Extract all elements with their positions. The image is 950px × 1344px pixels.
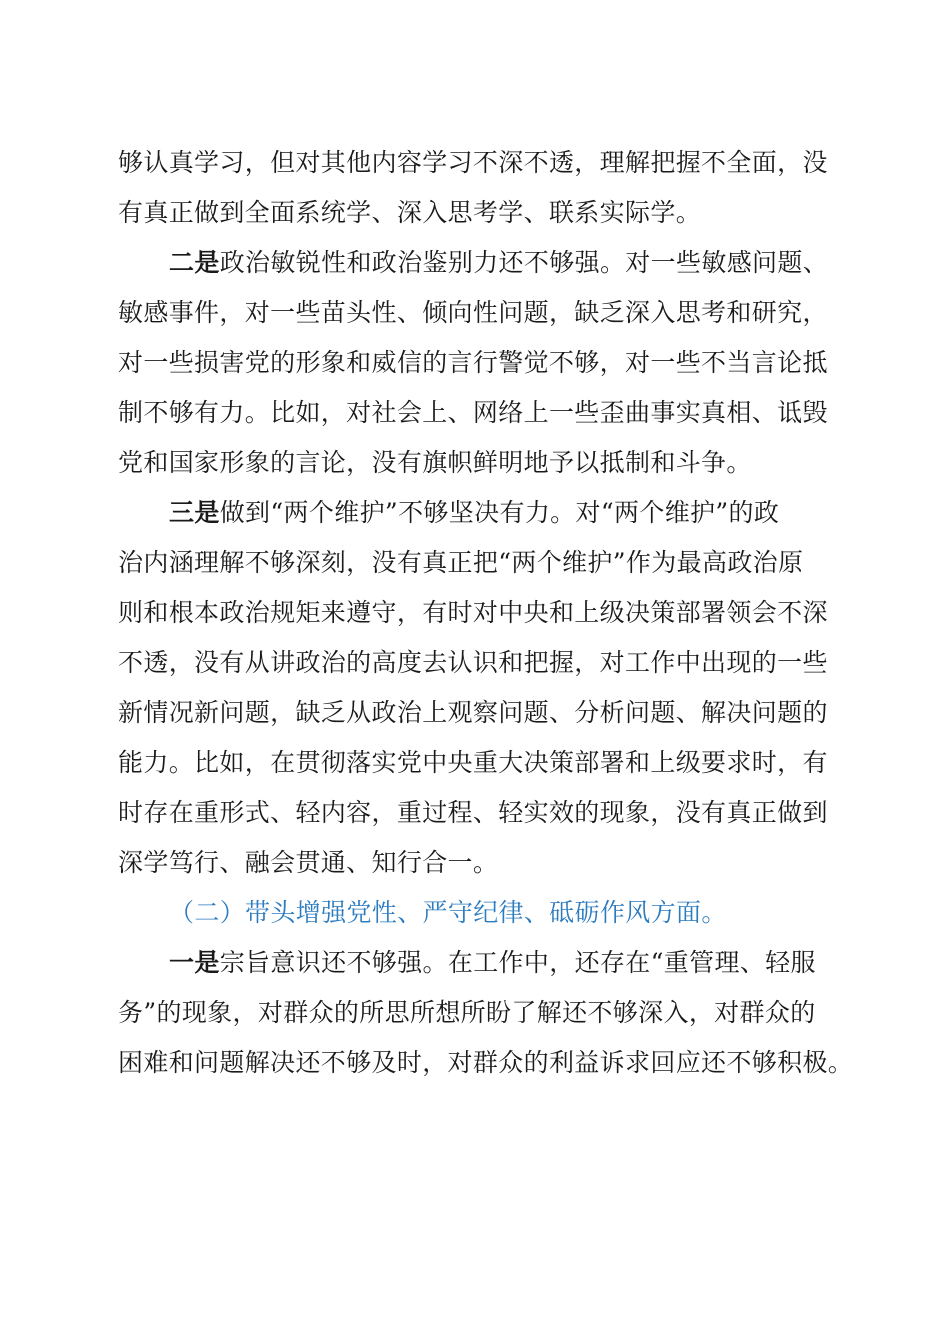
paragraph-first-line: [118, 938, 838, 988]
paragraph-first-text: 做到“两个维护”不够坚决有力。对“两个维护”的政: [219, 498, 780, 527]
text-line: 时存在重形式、轻内容，重过程、轻实效的现象，没有真正做到: [118, 798, 828, 827]
text-line: 敏感事件，对一些苗头性、倾向性问题，缺乏深入思考和研究，: [118, 298, 828, 327]
text-line: 治内涵理解不够深刻，没有真正把“两个维护”作为最高政治原: [118, 548, 804, 577]
paragraph-first-text: 政治敏锐性和政治鉴别力还不够强。对一些敏感问题、: [219, 248, 829, 277]
paragraph-first-text: 宗旨意识还不够强。在工作中，还存在“重管理、轻服: [219, 948, 816, 977]
text-line: 能力。比如，在贯彻落实党中央重大决策部署和上级要求时，有: [118, 748, 828, 777]
paragraph-third-point: [118, 488, 838, 888]
paragraph-first-line: [118, 488, 838, 538]
text-line: 新情况新问题，缺乏从政治上观察问题、分析问题、解决问题的: [118, 698, 828, 727]
text-line: 有真正做到全面系统学、深入思考学、联系实际学。: [118, 198, 702, 227]
section-heading-text: （二）带头增强党性、严守纪律、砥砺作风方面。: [169, 898, 727, 927]
section-heading: [118, 888, 838, 938]
text-line: 则和根本政治规矩来遵守，有时对中央和上级决策部署领会不深: [118, 598, 828, 627]
paragraph-continuation: [118, 138, 838, 238]
text-line: 党和国家形象的言论，没有旗帜鲜明地予以抵制和斗争。: [118, 448, 752, 477]
paragraph-second-point: [118, 238, 838, 488]
text-line: 对一些损害党的形象和威信的言行警觉不够，对一些不当言论抵: [118, 348, 828, 377]
text-line: 制不够有力。比如，对社会上、网络上一些歪曲事实真相、诋毁: [118, 398, 828, 427]
text-line: 务”的现象，对群众的所思所想所盼了解还不够深入，对群众的: [118, 998, 816, 1027]
paragraph-first-line: [118, 238, 838, 288]
paragraph-first-point: [118, 938, 854, 1088]
paragraph-lead: 三是: [169, 498, 220, 527]
paragraph-lead: 二是: [169, 248, 220, 277]
text-line: 深学笃行、融会贯通、知行合一。: [118, 848, 499, 877]
text-line: 够认真学习，但对其他内容学习不深不透，理解把握不全面，没: [118, 148, 828, 177]
paragraph-lead: 一是: [169, 948, 220, 977]
text-line: 不透，没有从讲政治的高度去认识和把握，对工作中出现的一些: [118, 648, 828, 677]
text-line: 困难和问题解决还不够及时，对群众的利益诉求回应还不够积极。: [118, 1048, 854, 1077]
document-body: [118, 138, 854, 1088]
